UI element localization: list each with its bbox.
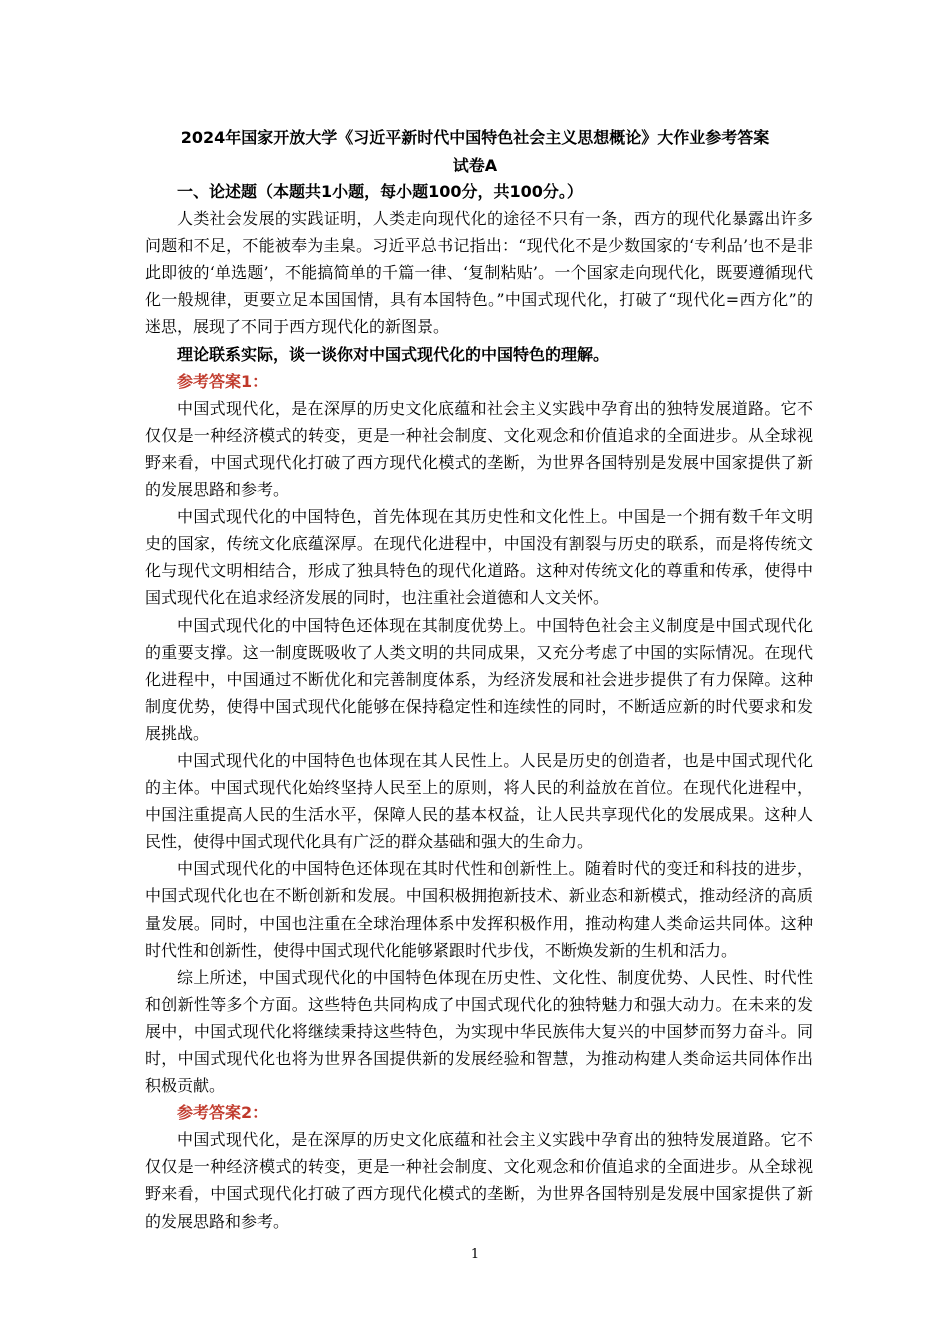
page-number: 1 bbox=[470, 1247, 480, 1262]
answer1-label: 参考答案1： bbox=[177, 371, 269, 391]
answer1-paragraph: 中国式现代化的中国特色也体现在其人民性上。人民是历史的创造者，也是中国式现代化的主体。中国式现代化始终坚持人民至上的原则，将人民的利益放在首位。在现代化进程中，中国注重提高人民的生活水平，保障人民的基本权益，让人民共享现代化的发展成果。这种人民性，使得中国式现代化具有广泛的群众基础和强大的生命力。 bbox=[145, 750, 813, 852]
answer1-paragraph: 综上所述，中国式现代化的中国特色体现在历史性、文化性、制度优势、人民性、时代性和创新性等多个方面。这些特色共同构成了中国式现代化的独特魅力和强大动力。在未来的发展中，中国式现代化将继续秉持这些特色，为实现中华民族伟大复兴的中国梦而努力奋斗。同时，中国式现代化也将为世界各国提供新的发展经验和智慧，为推动构建人类命运共同体作出积极贡献。 bbox=[145, 967, 813, 1096]
document-subtitle: 试卷A bbox=[452, 156, 498, 175]
answer1-paragraph: 中国式现代化的中国特色还体现在其时代性和创新性上。随着时代的变迁和科技的进步，中国式现代化也在不断创新和发展。中国积极拥抱新技术、新业态和新模式，推动经济的高质量发展。同时，中国也注重在全球治理体系中发挥积极作用，推动构建人类命运共同体。这种时代性和创新性，使得中国式现代化能够紧跟时代步伐，不断焕发新的生机和活力。 bbox=[145, 859, 813, 960]
intro-paragraph: 人类社会发展的实践证明，人类走向现代化的途径不只有一条，西方的现代化暴露出许多问题和不足，不能被奉为圭臬。习近平总书记指出：“现代化不是少数国家的‘专利品’也不是非此即彼的‘单选题’，不能搞简单的千篇一律、‘复制粘贴’。一个国家走向现代化，既要遵循现代化一般规律，更要立足本国国情，具有本国特色。”中国式现代化，打破了“现代化=西方化”的迷思，展现了不同于西方现代化的新图景。 bbox=[145, 209, 813, 337]
answer1-paragraph: 中国式现代化的中国特色，首先体现在其历史性和文化性上。中国是一个拥有数千年文明史的国家，传统文化底蕴深厚。在现代化进程中，中国没有割裂与历史的联系，而是将传统文化与现代文明相结合，形成了独具特色的现代化道路。这种对传统文化的尊重和传承，使得中国式现代化在追求经济发展的同时，也注重社会道德和人文关怀。 bbox=[145, 507, 813, 608]
answer2-label: 参考答案2： bbox=[177, 1103, 269, 1123]
answer2-paragraph: 中国式现代化，是在深厚的历史文化底蕴和社会主义实践中孕育出的独特发展道路。它不仅仅是一种经济模式的转变，更是一种社会制度、文化观念和价值追求的全面进步。从全球视野来看，中国式现代化打破了西方现代化模式的垄断，为世界各国特别是发展中国家提供了新的发展思路和参考。 bbox=[145, 1130, 813, 1231]
document-body bbox=[145, 178, 813, 1235]
question-text: 理论联系实际，谈一谈你对中国式现代化的中国特色的理解。 bbox=[177, 344, 610, 364]
answer1-paragraph: 中国式现代化的中国特色还体现在其制度优势上。中国特色社会主义制度是中国式现代化的重要支撑。这一制度既吸收了人类文明的共同成果，又充分考虑了中国的实际情况。在现代化进程中，中国通过不断优化和完善制度体系，为经济发展和社会进步提供了有力保障。这种制度优势，使得中国式现代化能够在保持稳定性和连续性的同时，不断适应新的时代要求和发展挑战。 bbox=[145, 615, 813, 743]
answer1-paragraph: 中国式现代化，是在深厚的历史文化底蕴和社会主义实践中孕育出的独特发展道路。它不仅仅是一种经济模式的转变，更是一种社会制度、文化观念和价值追求的全面进步。从全球视野来看，中国式现代化打破了西方现代化模式的垄断，为世界各国特别是发展中国家提供了新的发展思路和参考。 bbox=[145, 398, 813, 500]
document-title: 2024年国家开放大学《习近平新时代中国特色社会主义思想概论》大作业参考答案 bbox=[180, 128, 770, 147]
section-heading: 一、论述题（本题共1小题，每小题100分，共100分。） bbox=[177, 182, 583, 201]
